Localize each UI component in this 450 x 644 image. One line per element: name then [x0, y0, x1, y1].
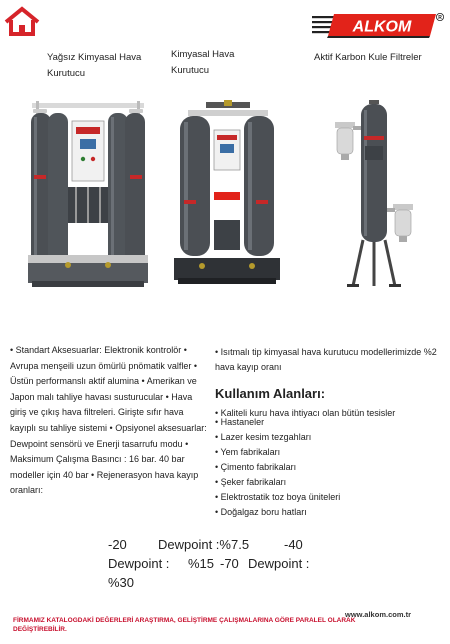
product-title-carbon-filter: Aktif Karbon Kule Filtreler [314, 52, 422, 63]
dewpoint-percent-2: %15 [188, 556, 215, 571]
dewpoint-value-3: -70 [220, 556, 239, 571]
list-item: • Elektrostatik toz boya üniteleri [215, 492, 341, 502]
dewpoint-value-1: -20 [108, 537, 127, 552]
product-image-chemical-dryer [174, 100, 280, 290]
usage-list [215, 406, 447, 520]
dewpoint-label-3: Dewpoint : [248, 556, 310, 571]
dewpoint-percent-3: %30 [108, 575, 135, 590]
standard-accessories-label: • Standart Aksesuarlar: [10, 345, 102, 355]
list-item: • Çimento fabrikaları [215, 462, 297, 472]
usage-section [215, 345, 447, 520]
product-title-chemical-dryer: Kimyasal Hava Kurutucu [171, 49, 235, 76]
dewpoint-label-1: Dewpoint :%7.5 [158, 537, 250, 552]
list-item: • Lazer kesim tezgahları [215, 432, 312, 442]
dewpoint-value-2: -40 [284, 537, 303, 552]
svg-text:R: R [438, 15, 442, 21]
dewpoint-label-2: Dewpoint : [108, 556, 170, 571]
list-item: • Doğalgaz boru hatları [215, 507, 307, 517]
product-image-carbon-filter [331, 100, 416, 290]
list-item: • Yem fabrikaları [215, 447, 281, 457]
list-item: • Kaliteli kuru hava ihtiyacı olan bütün tesisler [215, 408, 396, 418]
list-item: • Şeker fabrikaları [215, 477, 287, 487]
product-title-oilfree-dryer: Yağsız Kimyasal Hava Kurutucu [47, 52, 142, 79]
footer-disclaimer: FİRMAMIZ KATALOGDAKİ DEĞERLERİ ARAŞTIRMA, GELİŞTİRME ÇALIŞMALARINA GÖRE PARALEL OLARAK DEĞİŞTİREBİLİR. [13, 617, 356, 633]
website-link[interactable]: www.alkom.com.tr [345, 610, 411, 619]
brand-name: ALKOM [352, 18, 412, 36]
heated-dryer-note: • Isıtmalı tip kimyasal hava kurutucu modellerimizde %2 hava kayıp oranı [215, 347, 437, 372]
features-text [10, 343, 208, 499]
standard-accessories-text: Elektronik kontrolör • Avrupa menşeili uzun ömürlü pnömatik valfler • Üstün performanslı aktif alumina • Amerikan ve Japon malı tahliye havası susturucular • Hava giriş ve çıkış hava filtreleri. Girişte sıfır hava kayıplı su tahliye sistemi • Opsiyonel aksesuarlar: Dewpoint sensörü ve Enerji tasarrufu modu • Maksimum Çalışma Basıncı : 16 bar. 40 bar modeller için 40 bar • Rejenerasyon hava kayıp oranları: [10, 345, 207, 496]
list-item: • Hastaneler [215, 417, 265, 427]
home-icon[interactable] [4, 6, 40, 36]
usage-heading: Kullanım Alanları: [215, 386, 326, 401]
product-image-oilfree-dryer [28, 95, 148, 295]
alkom-logo [312, 12, 444, 38]
